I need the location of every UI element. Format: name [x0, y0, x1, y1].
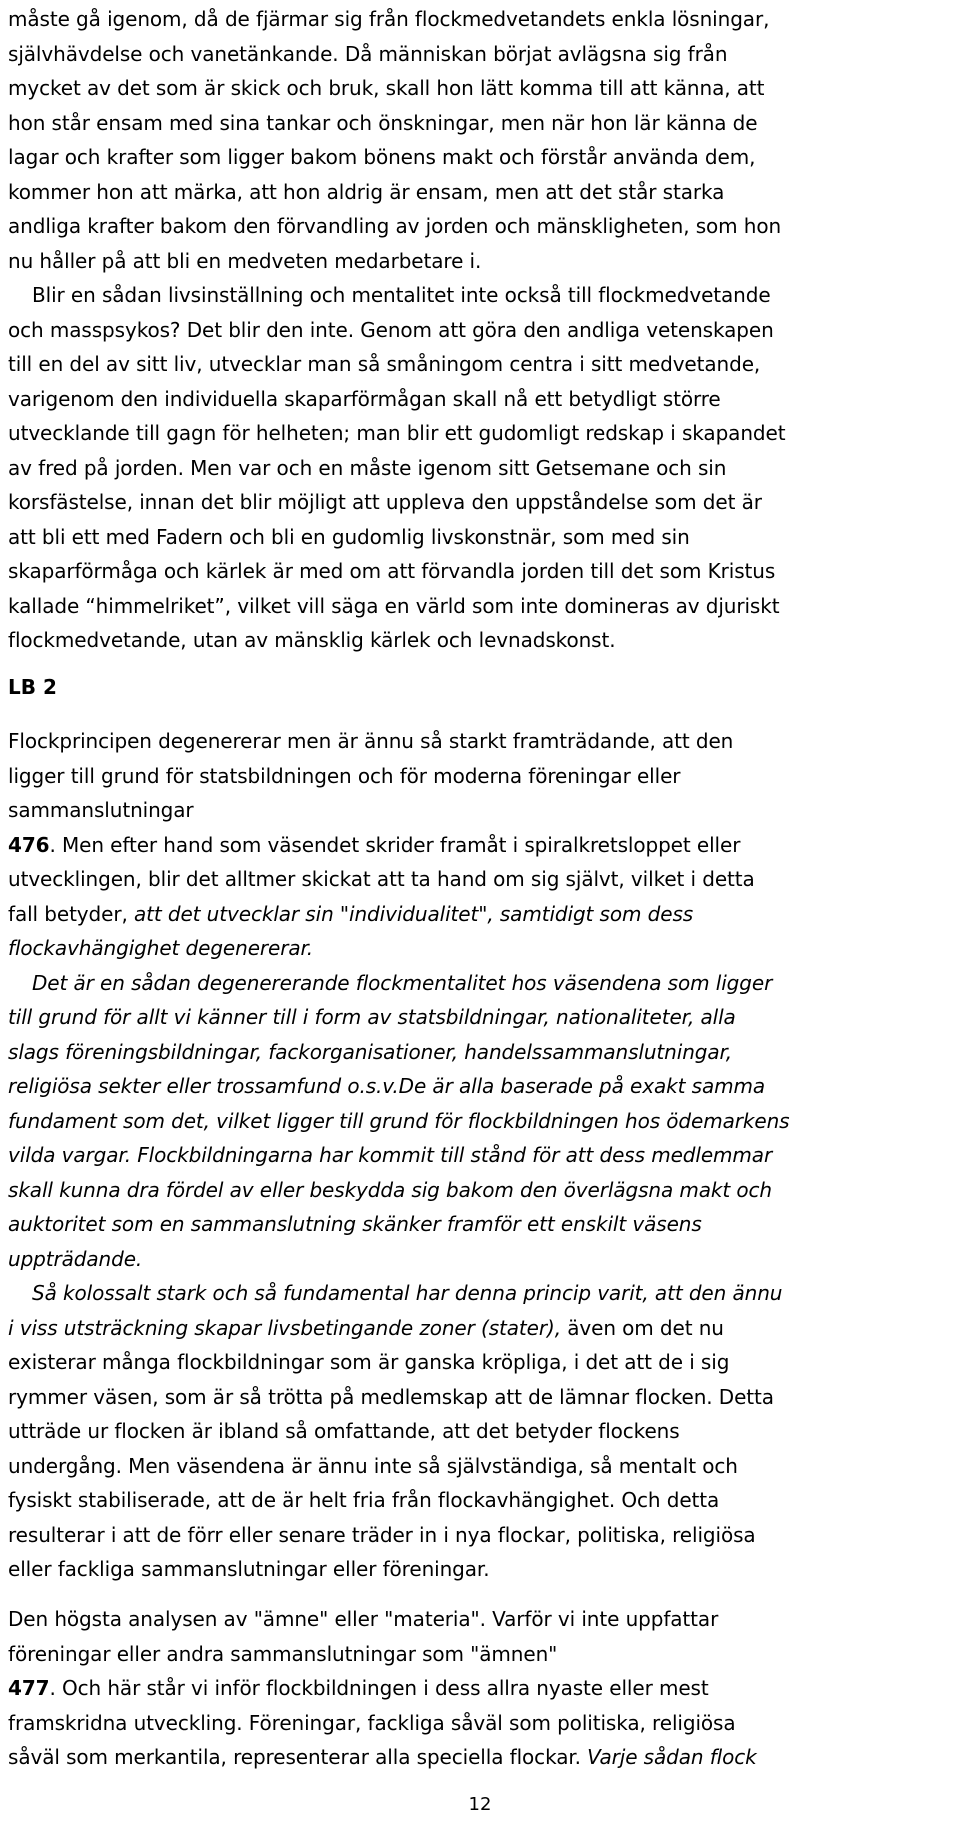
text-line: av fred på jorden. Men var och en måste igenom sitt Getsemane och sin	[8, 455, 727, 480]
paragraph-intro	[8, 2, 958, 278]
text-line: till en del av sitt liv, utvecklar man så småningom centra i sitt medvetande,	[8, 352, 761, 376]
page-number: 12	[468, 1794, 492, 1815]
text-line: Det är en sådan degenererande flockmentalitet hos väsendena som ligger	[32, 970, 773, 995]
section-title-line: ligger till grund för statsbildningen och för moderna föreningar eller	[8, 763, 681, 788]
text-line: 477. Och här står vi inför flockbildningen i dess allra nyaste eller mest	[8, 1676, 709, 1700]
text-line: Så kolossalt stark och så fundamental har denna princip varit, att den ännu	[32, 1281, 783, 1305]
text-line: mycket av det som är skick och bruk, skall hon lätt komma till att känna, att	[8, 76, 765, 100]
text-line: fall betyder, att det utvecklar sin "individualitet", samtidigt som dess	[8, 901, 694, 926]
text-line: flockavhängighet degenererar.	[8, 936, 314, 960]
text-line: vilda vargar. Flockbildningarna har kommit till stånd för att dess medlemmar	[8, 1143, 773, 1167]
text-line: självhävdelse och vanetänkande. Då människan börjat avlägsna sig från	[8, 41, 728, 66]
text-line: i viss utsträckning skapar livsbetingande zoner (stater), även om det nu	[8, 1315, 724, 1340]
text-line: fundament som det, vilket ligger till grund för flockbildningen hos ödemarkens	[8, 1108, 790, 1133]
text-line: kommer hon att märka, att hon aldrig är ensam, men att det står starka	[8, 179, 725, 204]
text-line: att bli ett med Fadern och bli en gudomlig livskonstnär, som med sin	[8, 524, 690, 549]
text-line: och masspsykos? Det blir den inte. Genom att göra den andliga vetenskapen	[8, 317, 774, 342]
section-476	[8, 724, 958, 1587]
text-line: eller fackliga sammanslutningar eller föreningar.	[8, 1557, 490, 1581]
section-477	[8, 1602, 958, 1775]
text-line: rymmer väsen, som är så trötta på medlemskap att de lämnar flocken. Detta	[8, 1384, 774, 1409]
section-title-line: Den högsta analysen av "ämne" eller "materia". Varför vi inte uppfattar	[8, 1607, 719, 1631]
paragraph-livsinstallning	[8, 278, 958, 658]
text-line: till grund för allt vi känner till i form av statsbildningar, nationaliteter, alla	[8, 1005, 736, 1029]
text-line: Blir en sådan livsinställning och mentalitet inte också till flockmedvetande	[32, 283, 771, 307]
text-line: slags föreningsbildningar, fackorganisationer, handelssammanslutningar,	[8, 1039, 733, 1064]
text-line: utträde ur flocken är ibland så omfattande, att det betyder flockens	[8, 1419, 680, 1443]
text-line: varigenom den individuella skaparförmågan skall nå ett betydligt större	[8, 386, 721, 411]
section-title-line: sammanslutningar	[8, 798, 194, 822]
text-line: religiösa sekter eller trossamfund o.s.v.De är alla baserade på exakt samma	[8, 1074, 766, 1098]
text-line: korsfästelse, innan det blir möjligt att uppleva den uppståndelse som det är	[8, 490, 762, 514]
text-line: lagar och krafter som ligger bakom bönens makt och förstår använda dem,	[8, 145, 756, 169]
text-line: resulterar i att de förr eller senare träder in i nya flockar, politiska, religiösa	[8, 1522, 756, 1547]
text-line: utvecklingen, blir det alltmer skickat att ta hand om sig självt, vilket i detta	[8, 867, 755, 891]
paragraph-number: 476	[8, 832, 50, 857]
text-line: auktoritet som en sammanslutning skänker framför ett enskilt väsens	[8, 1212, 702, 1236]
text-line: 476. Men efter hand som väsendet skrider framåt i spiralkretsloppet eller	[8, 832, 741, 857]
text-line: måste gå igenom, då de fjärmar sig från flockmedvetandets enkla lösningar,	[8, 7, 770, 31]
paragraph-number: 477	[8, 1676, 50, 1700]
text-line: undergång. Men väsendena är ännu inte så självständiga, så mentalt och	[8, 1453, 738, 1478]
text-line: andliga krafter bakom den förvandling av jorden och mänskligheten, som hon	[8, 214, 782, 238]
text-line: existerar många flockbildningar som är ganska kröpliga, i det att de i sig	[8, 1350, 730, 1374]
text-line: nu håller på att bli en medveten medarbetare i.	[8, 248, 482, 273]
section-heading: LB 2	[8, 675, 57, 699]
text-line: hon står ensam med sina tankar och önskningar, men när hon lär känna de	[8, 110, 758, 135]
text-line: flockmedvetande, utan av mänsklig kärlek och levnadskonst.	[8, 628, 616, 652]
text-line: skall kunna dra fördel av eller beskydda sig bakom den överlägsna makt och	[8, 1177, 773, 1202]
text-line: såväl som merkantila, representerar alla speciella flockar. Varje sådan flock	[8, 1745, 757, 1769]
section-title-line: Flockprincipen degenererar men är ännu så starkt framträdande, att den	[8, 729, 734, 753]
text-line: uppträdande.	[8, 1246, 143, 1271]
text-line: framskridna utveckling. Föreningar, fackliga såväl som politiska, religiösa	[8, 1710, 736, 1735]
text-line: fysiskt stabiliserade, att de är helt fria från flockavhängighet. Och detta	[8, 1488, 720, 1512]
text-line: kallade “himmelriket”, vilket vill säga en värld som inte domineras av djuriskt	[8, 593, 780, 618]
text-line: skaparförmåga och kärlek är med om att förvandla jorden till det som Kristus	[8, 559, 776, 583]
text-line: utvecklande till gagn för helheten; man blir ett gudomligt redskap i skapandet	[8, 421, 786, 445]
section-title-line: föreningar eller andra sammanslutningar som "ämnen"	[8, 1641, 558, 1666]
